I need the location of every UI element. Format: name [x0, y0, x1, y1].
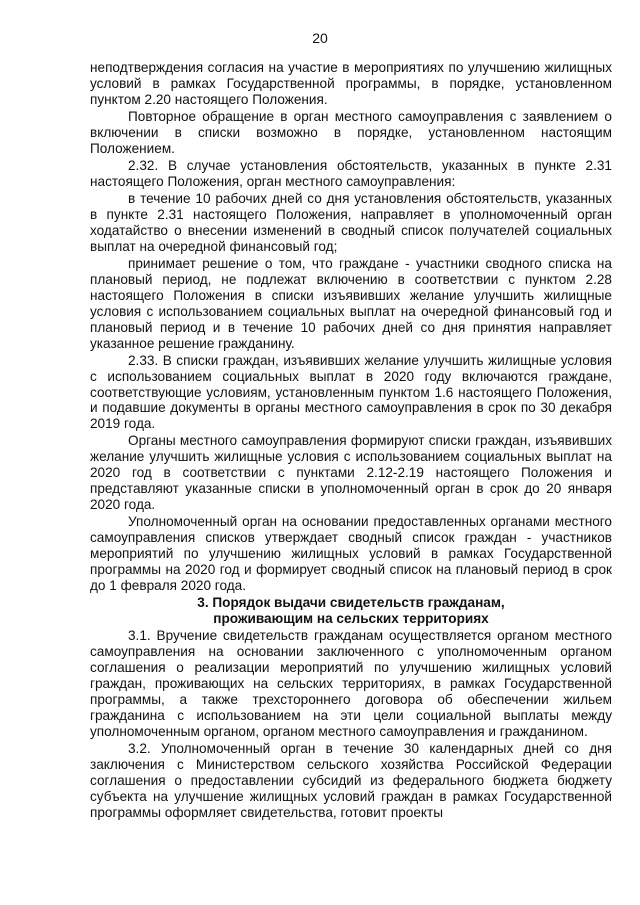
paragraph: Уполномоченный орган на основании предоставленных органами местного самоуправления списков утверждает сводный список граждан - участников мероприятий по улучшению жилищных условий в рамках Государственной программы на 2020 год и формирует сводный список на плановый период в срок до 1 февраля 2020 года. — [90, 514, 612, 594]
page-number: 20 — [312, 30, 328, 46]
document-body — [90, 60, 612, 822]
paragraph: Повторное обращение в орган местного самоуправления с заявлением о включении в списки возможно в порядке, установленном настоящим Положением. — [90, 108, 612, 156]
section-heading-line-2: проживающим на сельских территориях — [213, 611, 489, 627]
paragraph: принимает решение о том, что граждане - участники сводного списка на плановый период, не подлежат включению в соответствии с пунктом 2.28 настоящего Положения в списки изъявивших желание улучшить жилищные условия с использованием социальных выплат на очередной финансовый год и плановый период и в течение 10 рабочих дней со дня принятия направляет указанное решение гражданину. — [90, 255, 612, 351]
paragraph: в течение 10 рабочих дней со дня установления обстоятельств, указанных в пункте 2.31 настоящего Положения, направляет в уполномоченный орган ходатайство о внесении изменений в сводный список получателей социальных выплат на очередной финансовый год; — [90, 190, 612, 254]
section-heading-line-1: 3. Порядок выдачи свидетельств гражданам, — [197, 595, 505, 611]
section-heading — [90, 595, 612, 627]
paragraph-3-2: 3.2. Уполномоченный орган в течение 30 календарных дней со дня заключения с Министерством сельского хозяйства Российской Федерации соглашения о предоставлении субсидий из федерального бюджета бюджету субъекта на улучшение жилищных условий граждан в рамках Государственной программы оформляет свидетельства, готовит проекты — [90, 740, 612, 820]
paragraph-2-33: 2.33. В списки граждан, изъявивших желание улучшить жилищные условия с использованием социальных выплат в 2020 году включаются граждане, соответствующие условиям, установленным пунктом 1.6 настоящего Положения, и подавшие документы в органы местного самоуправления в срок по 30 декабря 2019 года. — [90, 352, 612, 432]
paragraph-2-32: 2.32. В случае установления обстоятельств, указанных в пункте 2.31 настоящего Положения, орган местного самоуправления: — [90, 157, 612, 189]
paragraph: Органы местного самоуправления формируют списки граждан, изъявивших желание улучшить жилищные условия с использованием социальных выплат на 2020 год в соответствии с пунктами 2.12-2.19 настоящего Положения и представляют указанные списки в уполномоченный орган в срок до 20 января 2020 года. — [90, 433, 612, 513]
paragraph-continuation: неподтверждения согласия на участие в мероприятиях по улучшению жилищных условий в рамках Государственной программы, в порядке, установленном пунктом 2.20 настоящего Положения. — [90, 60, 612, 107]
paragraph-3-1: 3.1. Вручение свидетельств гражданам осуществляется органом местного самоуправления на основании заключенного с уполномоченным органом соглашения о реализации мероприятий по улучшению жилищных условий граждан, проживающих на сельских территориях, в рамках Государственной программы, а также трехстороннего договора об обеспечении жильем гражданина с использованием на эти цели социальной выплаты между уполномоченным органом, органом местного самоуправления и гражданином. — [90, 628, 612, 739]
